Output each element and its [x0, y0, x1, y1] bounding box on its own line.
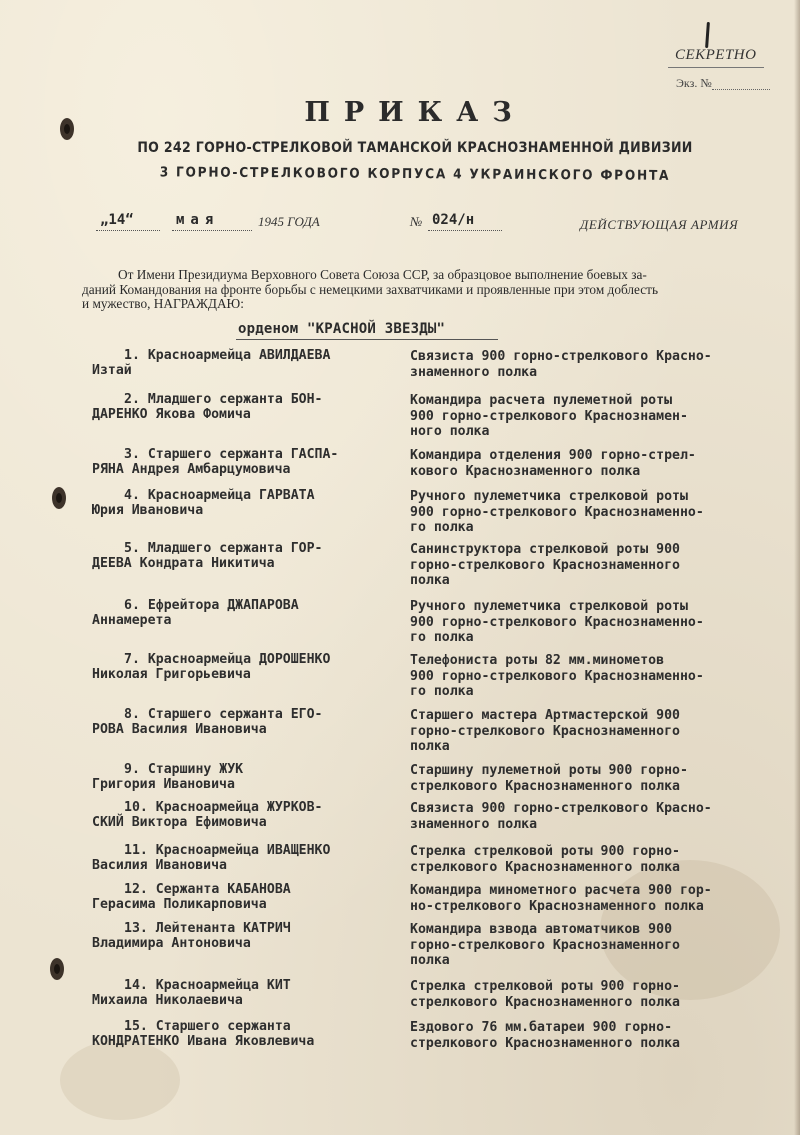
preamble-line: От Имени Президиума Верховного Совета Союза ССР, за образцовое выполнение боевых за- — [118, 267, 647, 282]
recipient-name — [92, 921, 392, 951]
punch-hole — [60, 118, 74, 140]
recipient-position-line: но-стрелкового Краснознаменного полка — [410, 898, 704, 914]
recipient-position — [410, 393, 795, 440]
recipient-position-line: 900 горно-стрелкового Краснознаменно- — [410, 614, 704, 630]
month-underline — [172, 230, 252, 231]
document-title: ПРИКАЗ — [304, 97, 526, 128]
recipient-position-line: Стрелка стрелковой роты 900 горно- — [410, 844, 680, 859]
preamble — [82, 268, 790, 312]
recipient-name-line: 5. Младшего сержанта ГОР- — [124, 541, 323, 556]
recipient-position-line: горно-стрелкового Краснознаменного — [410, 723, 680, 739]
recipient-position — [410, 883, 795, 914]
recipient-position — [410, 922, 795, 969]
preamble-line: и мужество, НАГРАЖДАЮ: — [82, 296, 244, 311]
recipient-name-line: КОНДРАТЕНКО Ивана Яковлевича — [92, 1034, 315, 1049]
recipient-position-line: Командира минометного расчета 900 гор- — [410, 883, 712, 898]
recipient-name-line: 9. Старшину ЖУК — [124, 762, 244, 777]
corps-heading: 3 ГОРНО-СТРЕЛКОВОГО КОРПУСА 4 УКРАИНСКОГО ФРОНТА — [159, 164, 671, 184]
recipient-position-line: 900 горно-стрелкового Краснознаменно- — [410, 668, 704, 684]
recipient-position-line: го полка — [410, 684, 474, 699]
recipient-name-line: 13. Лейтенанта КАТРИЧ — [124, 921, 291, 936]
recipient-name-line: 7. Красноармейца ДОРОШЕНКО — [124, 652, 331, 667]
recipient-name — [92, 598, 392, 628]
recipient-position — [410, 599, 795, 646]
recipient-name-line: 11. Красноармейца ИВАЩЕНКО — [124, 843, 331, 858]
recipient-name-line: Михаила Николаевича — [92, 993, 243, 1008]
recipient-position-line: Командира отделения 900 горно-стрел- — [410, 448, 696, 463]
recipient-name-line: 4. Красноармейца ГАРВАТА — [124, 488, 315, 503]
recipient-position-line: Санинструктора стрелковой роты 900 — [410, 542, 680, 557]
recipient-position-line: Старшину пулеметной роты 900 горно- — [410, 763, 688, 778]
order-year: 1945 ГОДА — [258, 214, 320, 229]
recipient-position — [410, 1020, 795, 1051]
recipient-name-line: Василия Ивановича — [92, 858, 227, 873]
recipient-name-line: 15. Старшего сержанта — [124, 1019, 291, 1034]
recipient-position-line: 900 горно-стрелкового Краснознаменно- — [410, 504, 704, 520]
recipient-position-line: полка — [410, 739, 450, 754]
recipient-name — [92, 1019, 392, 1049]
recipient-position-line: полка — [410, 573, 450, 588]
recipient-name-line: Аннамерета — [92, 613, 172, 628]
recipient-position-line: знаменного полка — [410, 364, 538, 380]
recipient-name-line: 10. Красноармейца ЖУРКОВ- — [124, 800, 323, 815]
recipient-name-line: 2. Младшего сержанта БОН- — [124, 392, 323, 407]
recipient-position-line: кового Краснознаменного полка — [410, 463, 641, 479]
recipient-name-line: 6. Ефрейтора ДЖАПАРОВА — [124, 598, 299, 613]
recipient-name-line: Герасима Поликарповича — [92, 897, 267, 912]
recipient-name — [92, 488, 392, 518]
recipient-name-line: Григория Ивановича — [92, 777, 235, 792]
recipient-name — [92, 392, 392, 422]
punch-hole — [50, 958, 64, 980]
recipient-position-line: горно-стрелкового Краснознаменного — [410, 557, 680, 573]
award-heading: орденом "КРАСНОЙ ЗВЕЗДЫ" — [238, 321, 446, 337]
recipient-position-line: Старшего мастера Артмастерской 900 — [410, 708, 680, 723]
recipient-name-line: 1. Красноармейца АВИЛДАЕВА — [124, 348, 331, 363]
recipient-position-line: ного полка — [410, 424, 490, 439]
award-underline — [236, 339, 498, 340]
recipient-name-line: РЯНА Андрея Амбарцумовича — [92, 462, 291, 477]
recipient-position — [410, 653, 795, 700]
recipient-name — [92, 978, 392, 1008]
recipient-position-line: Командира расчета пулеметной роты — [410, 393, 673, 408]
recipient-position-line: знаменного полка — [410, 816, 538, 832]
recipient-position-line: Связиста 900 горно-стрелкового Красно- — [410, 349, 712, 364]
recipient-name — [92, 707, 392, 737]
day-underline — [96, 230, 160, 231]
number-sign: № — [410, 214, 423, 229]
recipient-name — [92, 348, 392, 378]
recipient-position — [410, 349, 795, 380]
recipient-position — [410, 979, 795, 1010]
recipient-name — [92, 762, 392, 792]
recipient-position-line: горно-стрелкового Краснознаменного — [410, 937, 680, 953]
recipient-position-line: Командира взвода автоматчиков 900 — [410, 922, 673, 937]
recipient-position — [410, 448, 795, 479]
recipient-position-line: Ездового 76 мм.батареи 900 горно- — [410, 1020, 673, 1035]
recipient-name-line: ДАРЕНКО Якова Фомича — [92, 407, 251, 422]
recipient-name-line: Владимира Антоновича — [92, 936, 251, 951]
army-label: ДЕЙСТВУЮЩАЯ АРМИЯ — [580, 217, 739, 232]
recipient-name-line: Юрия Ивановича — [92, 503, 204, 518]
number-underline — [428, 230, 502, 231]
recipient-name-line: 3. Старшего сержанта ГАСПА- — [124, 447, 339, 462]
recipient-position — [410, 708, 795, 755]
recipient-name-line: Николая Григорьевича — [92, 667, 251, 682]
recipient-position — [410, 801, 795, 832]
recipient-name-line: 12. Сержанта КАБАНОВА — [124, 882, 291, 897]
division-heading: ПО 242 ГОРНО-СТРЕЛКОВОЙ ТАМАНСКОЙ КРАСНОЗНАМЕННОЙ ДИВИЗИИ — [137, 140, 693, 156]
recipient-position-line: полка — [410, 953, 450, 968]
order-number: 024/н — [432, 212, 475, 228]
recipient-position-line: стрелкового Краснознаменного полка — [410, 994, 680, 1010]
recipient-name-line: СКИЙ Виктора Ефимовича — [92, 815, 267, 830]
secret-stamp: СЕКРЕТНО — [675, 47, 757, 63]
copy-number-line — [712, 89, 770, 90]
recipient-name-line: 14. Красноармейца КИТ — [124, 978, 291, 993]
recipient-name-line: ДЕЕВА Кондрата Никитича — [92, 556, 275, 571]
punch-hole — [52, 487, 66, 509]
recipient-name — [92, 541, 392, 571]
recipient-position — [410, 844, 795, 875]
recipient-position-line: стрелкового Краснознаменного полка — [410, 1035, 680, 1051]
recipient-position — [410, 542, 795, 589]
recipient-name — [92, 652, 392, 682]
recipient-position-line: Связиста 900 горно-стрелкового Красно- — [410, 801, 712, 816]
recipient-position-line: го полка — [410, 630, 474, 645]
recipient-name — [92, 447, 392, 477]
recipient-position-line: го полка — [410, 520, 474, 535]
recipient-position — [410, 763, 795, 794]
recipient-name-line: 8. Старшего сержанта ЕГО- — [124, 707, 323, 722]
recipient-position-line: Телефониста роты 82 мм.минометов — [410, 653, 665, 668]
recipient-name-line: Изтай — [92, 363, 132, 378]
secret-underline — [668, 67, 764, 68]
recipient-position — [410, 489, 795, 536]
recipient-position-line: Ручного пулеметчика стрелковой роты — [410, 599, 688, 614]
recipient-name — [92, 843, 392, 873]
order-month: мая — [176, 212, 220, 228]
recipient-name-line: РОВА Василия Ивановича — [92, 722, 267, 737]
recipient-position-line: Ручного пулеметчика стрелковой роты — [410, 489, 688, 504]
pen-mark — [705, 22, 710, 48]
recipient-position-line: Стрелка стрелковой роты 900 горно- — [410, 979, 680, 994]
recipient-name — [92, 800, 392, 830]
date-row — [0, 212, 800, 236]
recipient-name — [92, 882, 392, 912]
copy-number-label: Экз. № — [676, 76, 712, 90]
recipient-position-line: 900 горно-стрелкового Краснознамен- — [410, 408, 688, 424]
preamble-line: даний Командования на фронте борьбы с немецкими захватчиками и проявленные при этом доблесть — [82, 281, 659, 297]
paper-stain — [60, 1040, 180, 1120]
recipient-position-line: стрелкового Краснознаменного полка — [410, 778, 680, 794]
recipient-position-line: стрелкового Краснознаменного полка — [410, 859, 680, 875]
order-day: „14“ — [100, 212, 134, 228]
